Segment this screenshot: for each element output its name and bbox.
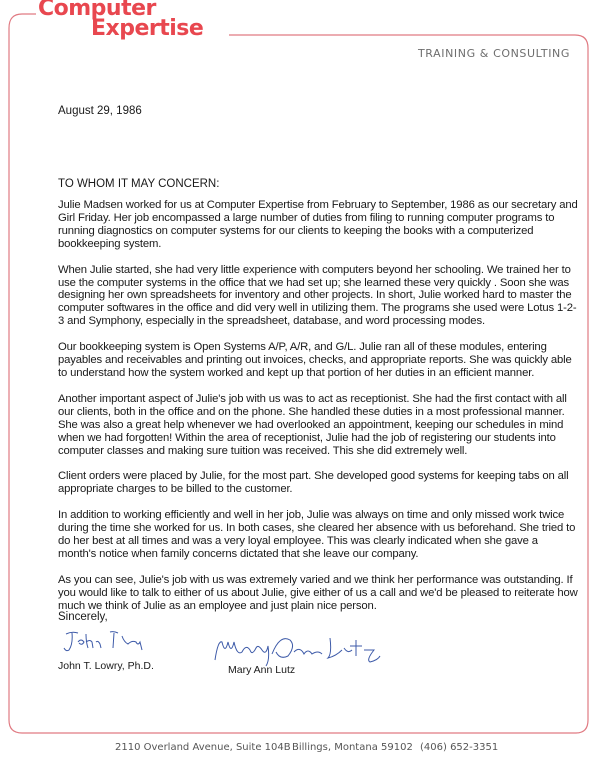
signatory-name-2: Mary Ann Lutz <box>228 664 296 676</box>
salutation: TO WHOM IT MAY CONCERN: <box>58 178 220 190</box>
company-logo <box>38 0 203 40</box>
signatory-name-1: John T. Lowry, Ph.D. <box>58 660 154 672</box>
paragraph: When Julie started, she had very little experience with computers beyond her schooling. We trained her to use the computer systems in the office that we had set up; she learned these very quickly . Soon she was designing her own spreadsheets for inventory and other projects. In short, Julie worked hard to master the computer softwares in the office and did very well in utilizing them. The programs she used were Lotus 1-2-3 and Symphony, especially in the spreadsheet, database, and word processing modes. <box>58 263 577 328</box>
paragraph: Another important aspect of Julie's job with us was to act as receptionist. She had the first contact with all our clients, both in the office and on the phone. She handled these duties in a most professional manner. She was also a great help whenever we had overlooked an appointment, keeping our schedules in mind when we had forgotten! Within the area of receptionist, Julie had the job of registering our students into computer classes and making sure tuition was received. This she did extremely well. <box>58 392 567 457</box>
paragraph: Julie Madsen worked for us at Computer Expertise from February to September, 1986 as our secretary and Girl Friday. Her job encompassed a large number of duties from filing to running computer programs to running diagnostics on computer systems for our clients to keeping the books with a computerized bookkeeping system. <box>58 199 578 250</box>
footer-address: 2110 Overland Avenue, Suite 104B <box>115 742 291 753</box>
paragraph: Our bookkeeping system is Open Systems A/P, A/R, and G/L. Julie ran all of these modules, entering payables and receivables and printing out invoices, checks, and appropriate reports. She was quickly able to understand how the system worked and kept up that portion of her duties in an efficient manner. <box>58 341 572 379</box>
paragraph: In addition to working efficiently and well in her job, Julie was always on time and only missed work twice during the time she worked for us. In both cases, she cleared her absence with us beforehand. She tried to do her best at all times and was a very loyal employee. This was clearly indicated when she gave a month's notice when family concerns dictated that she leave our company. <box>58 509 576 560</box>
letter-date: August 29, 1986 <box>58 105 142 117</box>
tagline: TRAINING & CONSULTING <box>417 47 570 60</box>
paragraph: As you can see, Julie's job with us was extremely varied and we think her performance was outstanding. If you would like to talk to either of us about Julie, give either of us a call and we'd be pleased to reiterate how much we think of Julie as an employee and just plain nice person. <box>58 573 578 612</box>
footer-city: Billings, Montana 59102 <box>292 742 413 753</box>
logo-line-1: Computer <box>38 0 156 21</box>
signature-john-lowry <box>58 628 148 656</box>
footer-phone: (406) 652-3351 <box>420 742 499 753</box>
closing: Sincerely, <box>58 611 108 623</box>
letter-body <box>58 199 578 626</box>
paragraph: Client orders were placed by Julie, for the most part. She developed good systems for keeping tabs on all appropriate charges to be billed to the customer. <box>58 470 569 496</box>
logo-line-2: Expertise <box>91 16 204 41</box>
